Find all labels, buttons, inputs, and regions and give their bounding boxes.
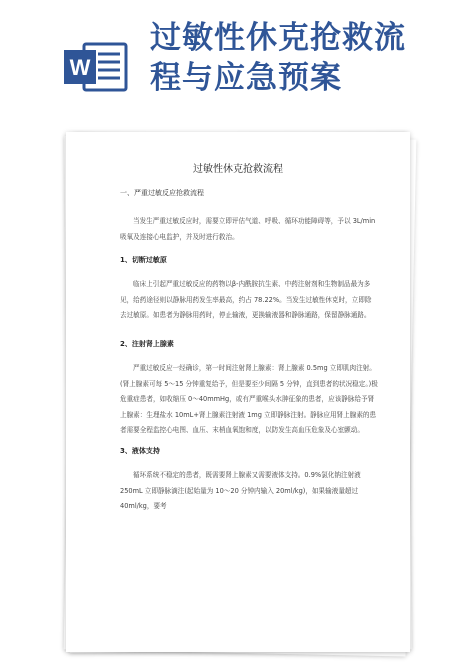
paragraph-1	[120, 214, 378, 245]
paragraph-2	[120, 277, 378, 324]
banner-title-line2: 程与应急预案	[150, 60, 342, 96]
svg-text:W: W	[69, 55, 91, 80]
section-heading-1: 1、切断过敏原	[120, 256, 167, 264]
section-heading-2: 2、注射肾上腺素	[120, 340, 174, 348]
section-heading-0: 一、严重过敏反应抢救流程	[120, 189, 204, 197]
document-page	[66, 132, 410, 652]
paragraph-1-text: 当发生严重过敏反应时，需要立即评估气道、呼吸、循环功能障碍等，予以 3L/min 吸氧及连接心电监护，并及时进行救治。	[120, 217, 376, 241]
word-document-icon	[64, 42, 128, 92]
section-heading-3: 3、液体支持	[120, 447, 160, 455]
paragraph-4-text: 循环系统不稳定的患者，既需要肾上腺素又需要液体支持。0.9%氯化钠注射液 250mL 立即静脉滴注(起始量为 10～20 分钟内输入 20ml/kg)，如果输液量超过 40ml/kg，要考	[120, 471, 361, 510]
paragraph-3-text: 严重过敏反应一经确诊，第一时间注射肾上腺素：肾上腺素 0.5mg 立即肌肉注射。(肾上腺素可每 5～15 分钟重复给予，但是要至少间隔 5 分钟，直到患者的状况稳定。)极危重症患者，如收缩压 0～40mmHg，或有严重喉头水肿征象的患者，应该静脉给予肾上腺素：生理盐水 10mL+肾上腺素注射液 1mg 立即静脉注射。静脉应用肾上腺素的患者需要全程监控心电图、血压、末梢血氧饱和度，以防发生高血压危象及心室颤动。	[120, 364, 378, 434]
banner-title	[150, 18, 470, 98]
document-title: 过敏性休克抢救流程	[193, 164, 283, 175]
paragraph-4	[120, 468, 378, 515]
paragraph-2-text: 临床上引起严重过敏反应的药物以β-内酰胺抗生素、中药注射剂和生物制品最为多见，给药途径则以静脉用药发生率最高，约占 78.22%。当发生过敏性休克时，立即除去过敏原。如患者为静脉用药时，停止输液，更换输液器和静脉通路，保留静脉通路。	[120, 280, 372, 319]
banner-title-line1: 过敏性休克抢救流	[150, 20, 406, 56]
banner	[0, 0, 474, 110]
paragraph-3	[120, 361, 378, 439]
